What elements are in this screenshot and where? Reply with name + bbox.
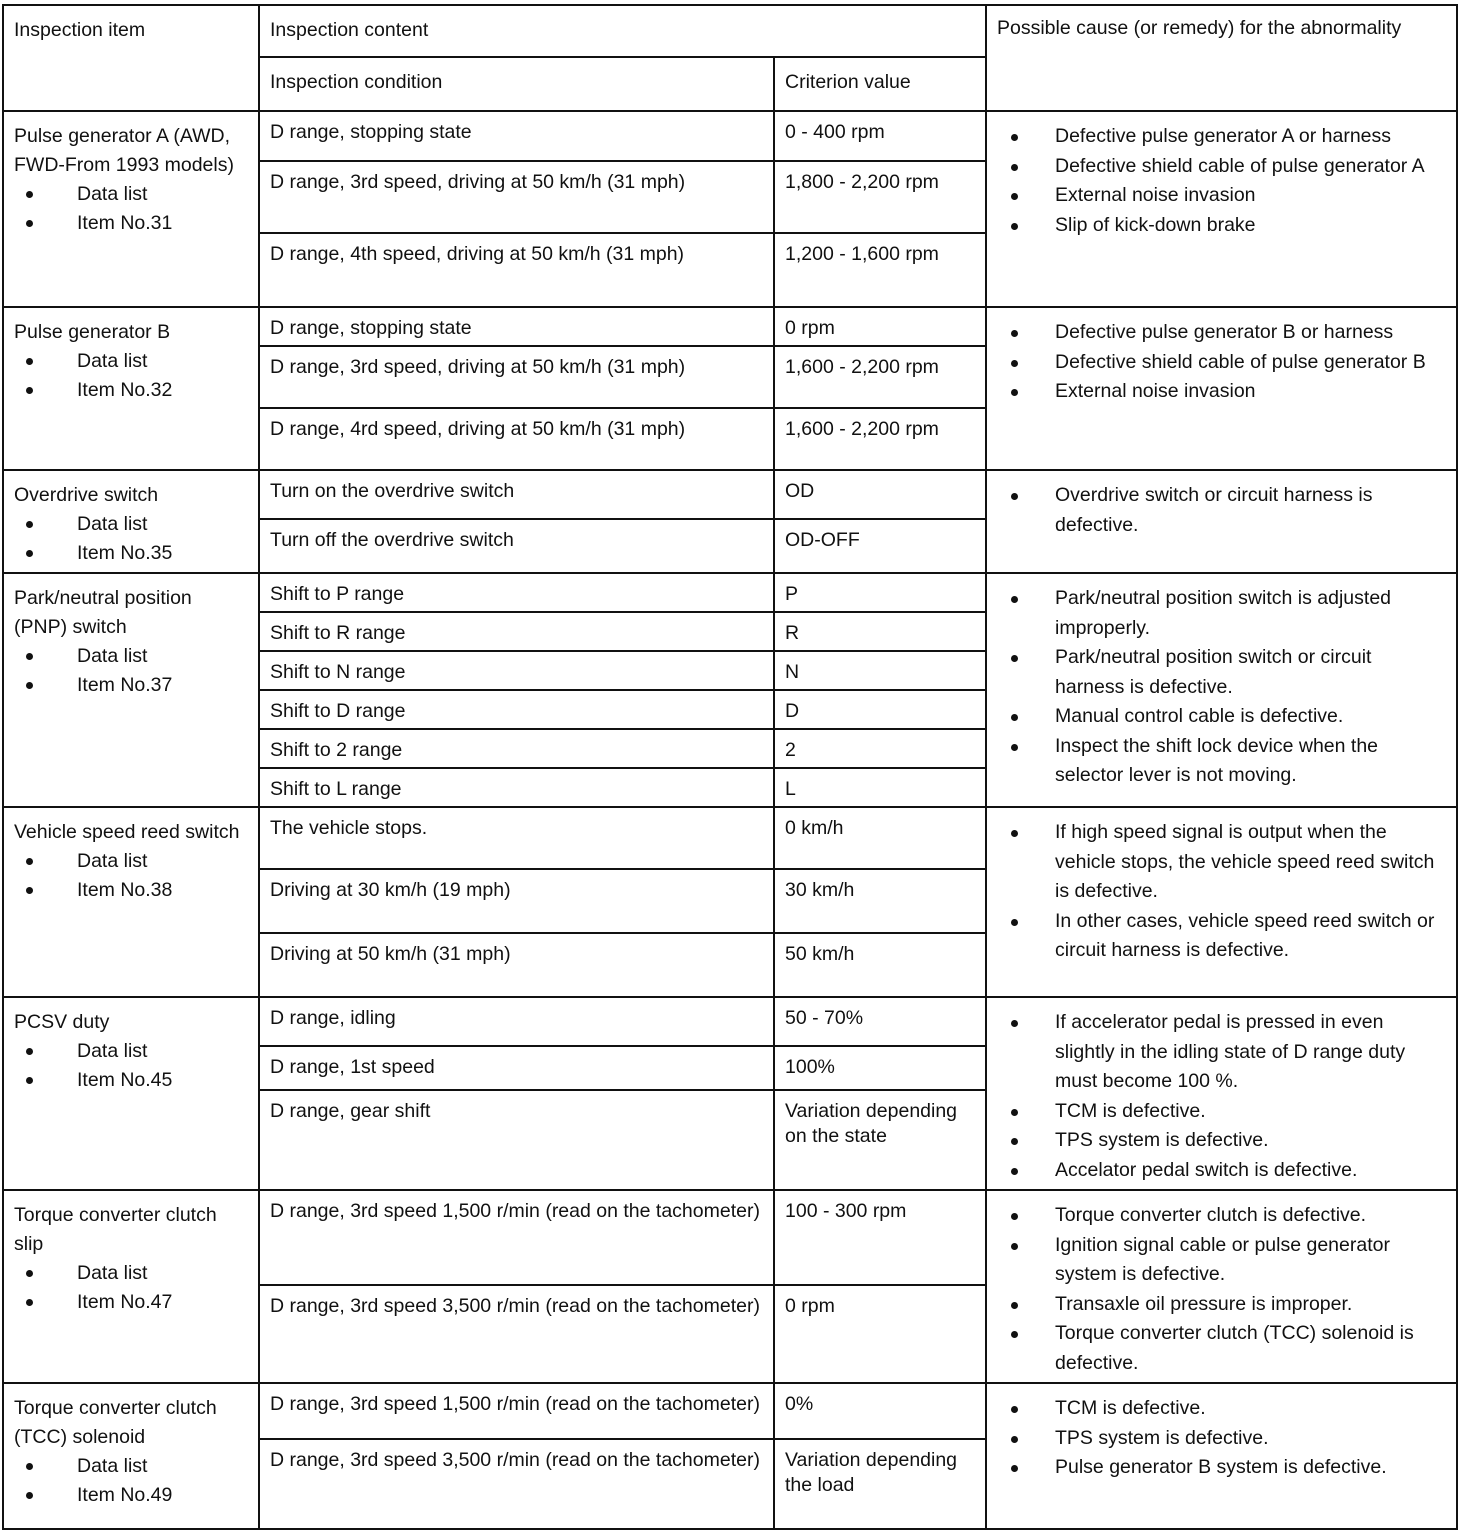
bullet-icon: [1011, 223, 1018, 230]
bullet-icon: [1011, 493, 1018, 500]
inspection-condition-cell: D range, stopping state: [259, 111, 774, 161]
bullet-icon: [26, 682, 33, 689]
cause-text: Park/neutral position switch is adjusted improperly.: [1055, 587, 1392, 639]
criterion-value-cell: Variation depending the load: [774, 1439, 986, 1529]
criterion-value-cell: 2: [774, 729, 986, 768]
sub-item-text: Item No.38: [77, 879, 173, 901]
bullet-icon: [26, 550, 33, 557]
cause-item: [997, 1126, 1446, 1156]
bullet-icon: [26, 220, 33, 227]
inspection-condition-cell: Driving at 30 km/h (19 mph): [259, 869, 774, 933]
bullet-icon: [1011, 1406, 1018, 1413]
table-row: [3, 807, 1457, 869]
bullet-icon: [1011, 1168, 1018, 1175]
table-row: [3, 1383, 1457, 1439]
sub-item-text: Data list: [77, 350, 148, 372]
cause-text: If high speed signal is output when the vehicle stops, the vehicle speed reed switch is defective.: [1055, 821, 1435, 902]
cause-text: Pulse generator B system is defective.: [1055, 1456, 1387, 1478]
inspection-sub-item: [14, 1037, 248, 1066]
cause-item: [997, 211, 1446, 241]
cause-list: [997, 1008, 1446, 1185]
inspection-item-cell: [3, 997, 259, 1190]
inspection-sub-item: [14, 1452, 248, 1481]
bullet-icon: [26, 1299, 33, 1306]
cause-text: External noise invasion: [1055, 380, 1256, 402]
inspection-item-title: Torque converter clutch (TCC) solenoid: [14, 1397, 217, 1448]
inspection-sub-item: [14, 1288, 248, 1317]
bullet-icon: [1011, 164, 1018, 171]
bullet-icon: [1011, 1436, 1018, 1443]
cause-text: TPS system is defective.: [1055, 1129, 1269, 1151]
inspection-item-title: Pulse generator B: [14, 321, 171, 343]
possible-cause-cell: [986, 470, 1457, 573]
possible-cause-cell: [986, 1190, 1457, 1383]
bullet-icon: [1011, 330, 1018, 337]
cause-text: Torque converter clutch is defective.: [1055, 1204, 1367, 1226]
cause-text: Defective pulse generator B or harness: [1055, 321, 1394, 343]
table-row: [3, 573, 1457, 612]
cause-item: [997, 152, 1446, 182]
criterion-value-cell: 0 - 400 rpm: [774, 111, 986, 161]
inspection-condition-cell: Driving at 50 km/h (31 mph): [259, 933, 774, 997]
cause-item: [997, 702, 1446, 732]
sub-item-text: Item No.45: [77, 1069, 173, 1091]
bullet-icon: [1011, 134, 1018, 141]
inspection-item-cell: [3, 1190, 259, 1383]
possible-cause-cell: [986, 307, 1457, 470]
inspection-condition-cell: Turn off the overdrive switch: [259, 519, 774, 573]
criterion-value-cell: 30 km/h: [774, 869, 986, 933]
cause-item: [997, 1201, 1446, 1231]
cause-item: [997, 1319, 1446, 1378]
sub-item-text: Data list: [77, 850, 148, 872]
criterion-value-cell: 1,600 - 2,200 rpm: [774, 346, 986, 408]
sub-item-text: Data list: [77, 513, 148, 535]
bullet-icon: [1011, 1331, 1018, 1338]
possible-cause-cell: [986, 1383, 1457, 1529]
inspection-item-cell: [3, 573, 259, 807]
cause-item: [997, 181, 1446, 211]
inspection-item-cell: [3, 470, 259, 573]
inspection-table-page: [2, 4, 1456, 1530]
criterion-value-cell: N: [774, 651, 986, 690]
inspection-sub-item: [14, 376, 248, 405]
inspection-sub-item: [14, 847, 248, 876]
inspection-condition-cell: D range, idling: [259, 997, 774, 1046]
bullet-icon: [26, 191, 33, 198]
sub-item-text: Item No.47: [77, 1291, 173, 1313]
criterion-value-cell: 0 rpm: [774, 307, 986, 346]
inspection-condition-cell: Turn on the overdrive switch: [259, 470, 774, 519]
inspection-condition-cell: Shift to P range: [259, 573, 774, 612]
cause-list: [997, 318, 1446, 407]
inspection-condition-cell: D range, gear shift: [259, 1090, 774, 1190]
cause-item: [997, 1097, 1446, 1127]
cause-item: [997, 1424, 1446, 1454]
inspection-item-cell: [3, 111, 259, 307]
table-row: [3, 307, 1457, 346]
cause-list: [997, 1201, 1446, 1378]
sub-item-text: Item No.35: [77, 542, 173, 564]
cause-text: TCM is defective.: [1055, 1397, 1206, 1419]
inspection-condition-cell: Shift to 2 range: [259, 729, 774, 768]
table-row: [3, 1190, 1457, 1285]
inspection-condition-cell: D range, 3rd speed 3,500 r/min (read on the tachometer): [259, 1285, 774, 1383]
cause-text: Defective pulse generator A or harness: [1055, 125, 1392, 147]
bullet-icon: [26, 1270, 33, 1277]
bullet-icon: [1011, 193, 1018, 200]
table-row: [3, 111, 1457, 161]
inspection-item-title: Torque converter clutch slip: [14, 1204, 217, 1255]
inspection-condition-cell: D range, 3rd speed, driving at 50 km/h (31 mph): [259, 346, 774, 408]
bullet-icon: [26, 858, 33, 865]
cause-item: [997, 348, 1446, 378]
sub-item-text: Data list: [77, 183, 148, 205]
cause-item: [997, 481, 1446, 540]
bullet-icon: [26, 1048, 33, 1055]
bullet-icon: [26, 387, 33, 394]
inspection-condition-cell: D range, stopping state: [259, 307, 774, 346]
criterion-value-cell: 50 - 70%: [774, 997, 986, 1046]
cause-item: [997, 643, 1446, 702]
possible-cause-cell: [986, 111, 1457, 307]
inspection-item-cell: [3, 807, 259, 997]
criterion-value-cell: 0 km/h: [774, 807, 986, 869]
sub-item-text: Data list: [77, 1040, 148, 1062]
cause-text: Overdrive switch or circuit harness is defective.: [1055, 484, 1373, 536]
sub-item-text: Data list: [77, 1455, 148, 1477]
cause-text: Accelator pedal switch is defective.: [1055, 1158, 1358, 1181]
inspection-sub-item: [14, 209, 248, 238]
cause-text: Slip of kick-down brake: [1055, 213, 1256, 236]
cause-text: Ignition signal cable or pulse generator system is defective.: [1055, 1233, 1390, 1285]
cause-item: [997, 584, 1446, 643]
sub-item-text: Item No.32: [77, 379, 173, 401]
inspection-sub-item: [14, 1481, 248, 1510]
inspection-condition-cell: D range, 3rd speed 1,500 r/min (read on the tachometer): [259, 1383, 774, 1439]
sub-item-text: Data list: [77, 645, 148, 667]
bullet-icon: [26, 653, 33, 660]
inspection-condition-cell: Shift to N range: [259, 651, 774, 690]
bullet-icon: [1011, 830, 1018, 837]
criterion-value-cell: 0%: [774, 1383, 986, 1439]
header-inspection-content: Inspection content: [259, 5, 986, 57]
cause-item: [997, 1231, 1446, 1290]
criterion-value-cell: 1,600 - 2,200 rpm: [774, 408, 986, 470]
criterion-value-cell: 100%: [774, 1046, 986, 1091]
inspection-table: [2, 4, 1458, 1530]
bullet-icon: [26, 1077, 33, 1084]
criterion-value-cell: 1,200 - 1,600 rpm: [774, 233, 986, 307]
table-body: [3, 111, 1457, 1529]
cause-text: Defective shield cable of pulse generator B: [1055, 350, 1426, 373]
cause-text: If accelerator pedal is pressed in even slightly in the idling state of D range duty must become 100 %.: [1055, 1011, 1406, 1092]
bullet-icon: [1011, 1138, 1018, 1145]
sub-item-text: Item No.49: [77, 1484, 173, 1506]
bullet-icon: [1011, 1302, 1018, 1309]
bullet-icon: [1011, 655, 1018, 662]
inspection-condition-cell: D range, 4th speed, driving at 50 km/h (31 mph): [259, 233, 774, 307]
inspection-condition-cell: D range, 3rd speed 3,500 r/min (read on the tachometer): [259, 1439, 774, 1529]
bullet-icon: [1011, 744, 1018, 751]
inspection-condition-cell: D range, 3rd speed, driving at 50 km/h (31 mph): [259, 161, 774, 233]
inspection-sub-item: [14, 876, 248, 905]
criterion-value-cell: 0 rpm: [774, 1285, 986, 1383]
bullet-icon: [1011, 919, 1018, 926]
bullet-icon: [1011, 1109, 1018, 1116]
cause-text: External noise invasion: [1055, 184, 1256, 206]
header-criterion-value: Criterion value: [774, 57, 986, 111]
cause-item: [997, 122, 1446, 152]
inspection-sub-item: [14, 347, 248, 376]
cause-text: Transaxle oil pressure is improper.: [1055, 1292, 1353, 1315]
criterion-value-cell: 50 km/h: [774, 933, 986, 997]
criterion-value-cell: OD: [774, 470, 986, 519]
cause-text: Park/neutral position switch or circuit harness is defective.: [1055, 646, 1372, 698]
cause-text: Manual control cable is defective.: [1055, 705, 1344, 727]
header-possible-cause: Possible cause (or remedy) for the abnormality: [986, 5, 1457, 111]
inspection-condition-cell: The vehicle stops.: [259, 807, 774, 869]
bullet-icon: [1011, 389, 1018, 396]
bullet-icon: [26, 1492, 33, 1499]
inspection-sub-item: [14, 1259, 248, 1288]
cause-list: [997, 1394, 1446, 1483]
inspection-sub-item: [14, 180, 248, 209]
criterion-value-cell: 1,800 - 2,200 rpm: [774, 161, 986, 233]
table-row: [3, 470, 1457, 519]
table-row: [3, 997, 1457, 1046]
cause-list: [997, 818, 1446, 966]
inspection-condition-cell: Shift to D range: [259, 690, 774, 729]
cause-list: [997, 481, 1446, 540]
sub-item-text: Item No.37: [77, 674, 173, 696]
bullet-icon: [1011, 360, 1018, 367]
criterion-value-cell: OD-OFF: [774, 519, 986, 573]
cause-text: Defective shield cable of pulse generator A: [1055, 154, 1425, 177]
bullet-icon: [26, 1463, 33, 1470]
possible-cause-cell: [986, 997, 1457, 1190]
inspection-sub-item: [14, 671, 248, 700]
bullet-icon: [1011, 1213, 1018, 1220]
inspection-item-title: Overdrive switch: [14, 484, 159, 506]
criterion-value-cell: L: [774, 768, 986, 807]
cause-item: [997, 377, 1446, 407]
cause-item: [997, 907, 1446, 966]
bullet-icon: [26, 358, 33, 365]
sub-item-text: Data list: [77, 1262, 148, 1284]
inspection-condition-cell: Shift to L range: [259, 768, 774, 807]
inspection-sub-item: [14, 539, 248, 568]
inspection-condition-cell: D range, 3rd speed 1,500 r/min (read on the tachometer): [259, 1190, 774, 1285]
inspection-condition-cell: D range, 4rd speed, driving at 50 km/h (31 mph): [259, 408, 774, 470]
possible-cause-cell: [986, 573, 1457, 807]
bullet-icon: [1011, 596, 1018, 603]
inspection-sub-item: [14, 642, 248, 671]
cause-text: TCM is defective.: [1055, 1099, 1206, 1122]
inspection-condition-cell: Shift to R range: [259, 612, 774, 651]
cause-item: [997, 732, 1446, 791]
cause-item: [997, 1394, 1446, 1424]
inspection-item-cell: [3, 307, 259, 470]
cause-item: [997, 818, 1446, 907]
criterion-value-cell: P: [774, 573, 986, 612]
cause-item: [997, 1008, 1446, 1097]
bullet-icon: [1011, 714, 1018, 721]
cause-text: TPS system is defective.: [1055, 1426, 1269, 1449]
inspection-sub-item: [14, 1066, 248, 1095]
bullet-icon: [1011, 1020, 1018, 1027]
inspection-item-title: Vehicle speed reed switch: [14, 821, 240, 843]
inspection-item-title: PCSV duty: [14, 1011, 110, 1033]
criterion-value-cell: R: [774, 612, 986, 651]
header-inspection-condition: Inspection condition: [259, 57, 774, 111]
cause-list: [997, 584, 1446, 791]
inspection-condition-cell: D range, 1st speed: [259, 1046, 774, 1091]
sub-item-text: Item No.31: [77, 212, 173, 234]
bullet-icon: [26, 521, 33, 528]
header-inspection-item: Inspection item: [3, 5, 259, 111]
inspection-item-title: Pulse generator A (AWD, FWD-From 1993 models): [14, 125, 234, 176]
cause-text: Torque converter clutch (TCC) solenoid is defective.: [1055, 1322, 1414, 1374]
cause-list: [997, 122, 1446, 240]
inspection-item-title: Park/neutral position (PNP) switch: [14, 587, 192, 638]
cause-text: Inspect the shift lock device when the selector lever is not moving.: [1055, 734, 1379, 786]
bullet-icon: [1011, 1465, 1018, 1472]
inspection-item-cell: [3, 1383, 259, 1529]
cause-item: [997, 1290, 1446, 1320]
cause-item: [997, 318, 1446, 348]
cause-item: [997, 1453, 1446, 1483]
criterion-value-cell: 100 - 300 rpm: [774, 1190, 986, 1285]
cause-text: In other cases, vehicle speed reed switch or circuit harness is defective.: [1055, 909, 1435, 961]
bullet-icon: [1011, 1243, 1018, 1250]
bullet-icon: [26, 887, 33, 894]
possible-cause-cell: [986, 807, 1457, 997]
criterion-value-cell: Variation depending on the state: [774, 1090, 986, 1190]
cause-item: [997, 1156, 1446, 1186]
criterion-value-cell: D: [774, 690, 986, 729]
inspection-sub-item: [14, 510, 248, 539]
